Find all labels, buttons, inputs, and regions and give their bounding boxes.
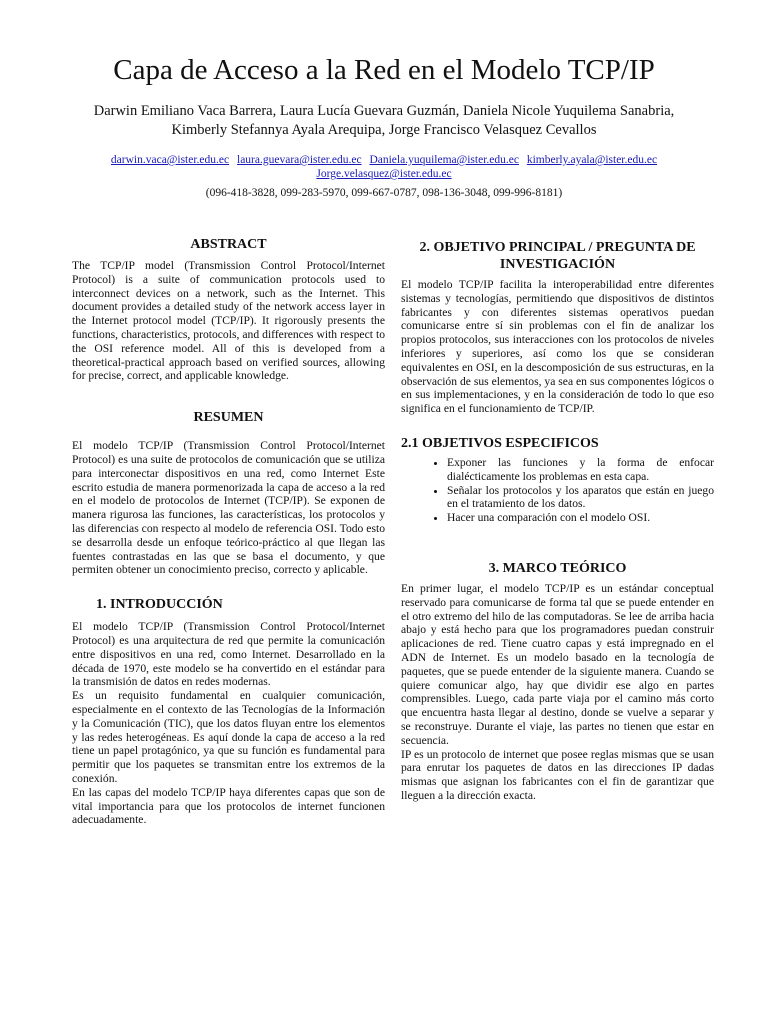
email-link[interactable]: darwin.vaca@ister.edu.ec <box>110 154 230 166</box>
author-line-1: Darwin Emiliano Vaca Barrera, Laura Lucía Guevara Guzmán, Daniela Nicole Yuquilema Sanabria, <box>93 103 675 119</box>
introduccion-heading: 1. INTRODUCCIÓN <box>96 597 223 613</box>
left-column <box>72 236 385 827</box>
introduccion-paragraph-3: En las capas del modelo TCP/IP haya diferentes capas que son de vital importancia para que los protocolos de internet funcionen adecuadamente. <box>72 785 385 827</box>
author-list <box>40 102 728 140</box>
marco-paragraph-2: IP es un protocolo de internet que posee reglas mismas que se usan para enrutar los paquetes de datos en las direcciones IP dadas mismas que asignan los fabricantes con el fin de garantizar que lleguen a la dirección exacta. <box>401 747 714 802</box>
email-link[interactable]: Daniela.yuquilema@ister.edu.ec <box>369 154 519 166</box>
introduccion-paragraph-1: El modelo TCP/IP (Transmission Control Protocol/Internet Protocol) es una arquitectura de red que permite la comunicación entre dispositivos en una red, como Internet. Desarrollado en la década de 1970, este modelo se ha convertido en el estándar para la transmisión de datos en redes modernas. <box>72 620 385 689</box>
email-row-2 <box>30 167 738 181</box>
list-item: • Señalar los protocolos y los aparatos que están en juego en el tratamiento de los datos. <box>447 484 714 512</box>
resumen-text: El modelo TCP/IP (Transmission Control Protocol/Internet Protocol) es una suite de protocolos de comunicación que se utiliza para interconectar dispositivos en una red, como Internet Este escrito estudia de manera pormenorizada la capa de acceso a la red en el modelo de protocolos de Internet (TCP/IP). Se exponen de manera rigurosa las funciones, las características, los protocolos y las diferencias con respecto al modelo de referencia OSI. Todo esto se desarrolla desde un enfoque teórico-práctico al que llegan las fuentes contrastadas en las que se basa el documento, y que permiten obtener un conocimiento preciso, correcto y aplicable. <box>72 439 385 577</box>
email-link[interactable]: laura.guevara@ister.edu.ec <box>237 154 362 166</box>
email-link[interactable]: Jorge.velasquez@ister.edu.ec <box>316 168 452 180</box>
resumen-heading: RESUMEN <box>193 410 264 426</box>
objetivos-list <box>401 456 714 525</box>
email-list <box>30 153 738 181</box>
paper-title: Capa de Acceso a la Red en el Modelo TCP/IP <box>113 54 655 86</box>
abstract-heading: ABSTRACT <box>190 237 267 252</box>
list-item: • Exponer las funciones y la forma de enfocar dialécticamente los problemas en esta capa. <box>447 456 714 484</box>
marco-heading: 3. MARCO TEÓRICO <box>488 560 627 576</box>
right-column <box>401 236 714 803</box>
list-item: • Hacer una comparación con el modelo OSI. <box>447 511 714 525</box>
objetivos-especificos-heading: 2.1 OBJETIVOS ESPECIFICOS <box>401 435 599 451</box>
email-link[interactable]: kimberly.ayala@ister.edu.ec <box>526 154 658 166</box>
author-line-2: Kimberly Stefannya Ayala Arequipa, Jorge Francisco Velasquez Cevallos <box>171 122 597 138</box>
phone-numbers: (096-418-3828, 099-283-5970, 099-667-0787, 098-136-3048, 099-996-8181) <box>205 187 563 199</box>
email-row-1 <box>30 153 738 167</box>
objetivo-text: El modelo TCP/IP facilita la interoperabilidad entre diferentes sistemas y tecnologías, permitiendo que dispositivos de distintos fabricantes y con diferentes sistemas operativos puedan comunicarse entre sí sin problemas con el fin de analizar los propios protocolos, sus interacciones con los protocolos de niveles inferiores y superiores, así como los que se consideran equivalentes en OSI, en la descomposición de sus estructuras, en la observación de sus elementos, ya sea en sus componentes lógicos o en sus implementaciones, y en la consideración de todo lo que eso significa en el funcionamiento de TCP/IP. <box>401 278 714 416</box>
introduccion-paragraph-2: Es un requisito fundamental en cualquier comunicación, especialmente en el contexto de las Tecnologías de la Información y la Comunicación (TIC), que los datos fluyan entre los elementos y las redes heterogéneas. Es aquí donde la capa de acceso a la red tiene un papel protagónico, ya que su función es fundamental para permitir que los paquetes se transmitan entre los extremos de la conexión. <box>72 689 385 785</box>
marco-paragraph-1: En primer lugar, el modelo TCP/IP es un estándar conceptual reservado para comunicarse de forma tal que se puede entender en el otro extremo del hilo de las computadoras. Se lee de arriba hacia abajo y está hecho para que los programadores puedan construir aplicaciones de red. Tiene cuatro capas y está impregnado en el ADN de Internet. Es un modelo basado en la tecnología de paquetes, que se puede entender de la siguiente manera. Cuando se quiere comunicar algo, hay que dividir ese algo en partes comprensibles. Luego, cada parte viaja por el camino más corto que encuentra hasta llegar al destino, donde se vuelve a separar y se reconstruye. Durante el viaje, las partes no tienen que estar en secuencia. <box>401 581 714 747</box>
objetivo-heading: 2. OBJETIVO PRINCIPAL / PREGUNTA DE INVESTIGACIÓN <box>419 240 696 272</box>
abstract-text: The TCP/IP model (Transmission Control Protocol/Internet Protocol) is a suite of communication protocols used to interconnect devices on a network, such as the Internet. This document provides a detailed study of the network access layer in the Internet protocol model (TCP/IP). It rigorously presents the functions, characteristics, protocols, and differences with respect to the OSI reference model. All of this is developed from a theoretical-practical approach based on verified sources, allowing for precise, correct, and applicable knowledge. <box>72 259 385 383</box>
